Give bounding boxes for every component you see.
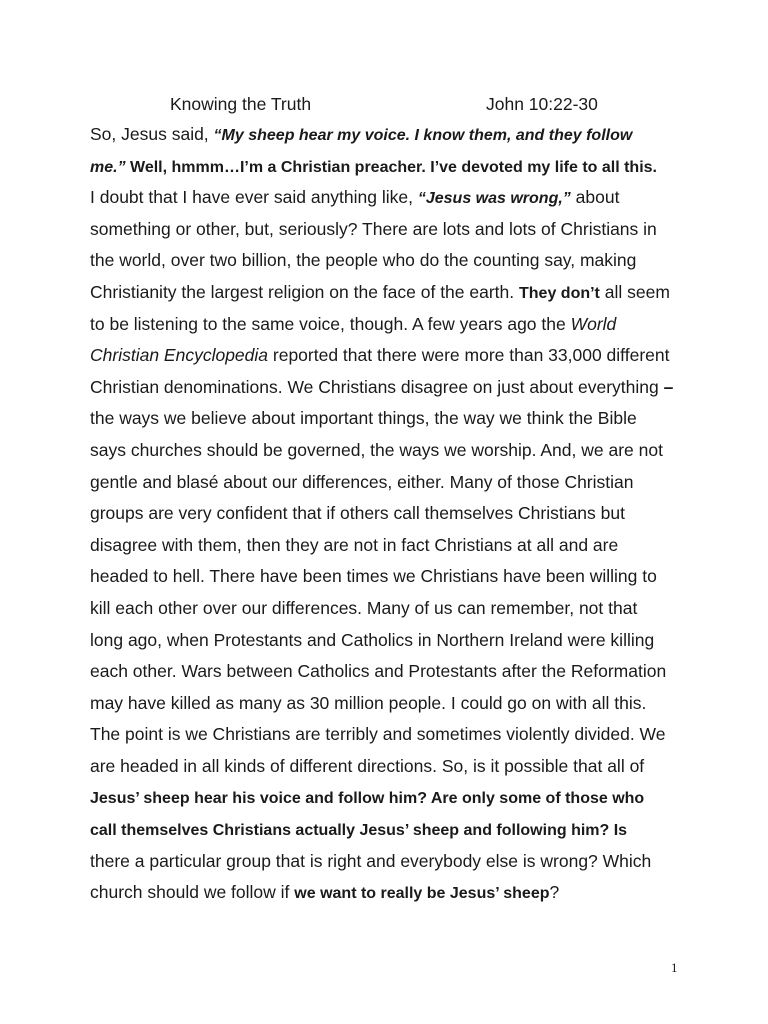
text-line	[90, 561, 690, 593]
emphasized-text: me.”	[90, 158, 126, 176]
text-line	[90, 498, 690, 530]
emphasized-text: Well, hmmm…I’m a Christian preacher. I’ve devoted my life to all this.	[125, 158, 657, 176]
text-run: Christian denominations. We Christians disagree on just about everything	[90, 376, 664, 397]
page-number: 1	[671, 960, 678, 975]
text-run: The point is we Christians are terribly and sometimes violently divided. We	[90, 724, 666, 745]
text-run: reported that there were more than 33,000 different	[268, 345, 670, 366]
text-run: So, Jesus said,	[90, 124, 214, 144]
text-line	[90, 656, 690, 688]
sermon-body	[90, 119, 690, 909]
text-line	[90, 593, 690, 625]
emphasized-text: –	[663, 376, 674, 397]
scripture-reference: John 10:22-30	[486, 94, 598, 114]
text-line	[90, 182, 690, 214]
text-line	[90, 435, 690, 467]
text-line	[90, 214, 690, 246]
text-line	[90, 309, 690, 341]
text-run: I doubt that I have ever said anything like,	[90, 187, 418, 208]
text-line	[90, 688, 690, 720]
text-run: the world, over two billion, the people who do the counting say, making	[90, 250, 637, 271]
text-line	[90, 751, 690, 783]
text-line	[90, 782, 690, 814]
text-run: ?	[549, 882, 560, 903]
sermon-title: Knowing the Truth	[170, 94, 312, 114]
text-line	[90, 877, 690, 909]
text-run: about	[570, 187, 620, 208]
text-line	[90, 403, 690, 435]
text-run: long ago, when Protestants and Catholics in Northern Ireland were killing	[90, 629, 655, 650]
text-run: groups are very confident that if others call themselves Christians but	[90, 503, 625, 524]
text-line	[90, 340, 690, 372]
text-run: something or other, but, seriously? There are lots and lots of Christians in	[90, 218, 657, 239]
text-line	[90, 846, 690, 878]
text-run: each other. Wars between Catholics and Protestants after the Reformation	[90, 661, 667, 682]
text-line	[90, 719, 690, 751]
text-line	[90, 245, 690, 277]
text-line	[90, 530, 690, 562]
text-run: there a particular group that is right and everybody else is wrong? Which	[90, 850, 652, 871]
text-run: all seem	[599, 281, 670, 302]
text-line	[90, 151, 690, 183]
emphasized-text: “Jesus was wrong,”	[417, 190, 571, 208]
emphasized-text: “My sheep hear my voice. I know them, and they follow	[213, 127, 633, 144]
text-line	[90, 625, 690, 657]
text-run: are headed in all kinds of different directions. So, is it possible that all of	[90, 755, 645, 776]
text-run: disagree with them, then they are not in fact Christians at all and are	[90, 534, 619, 555]
emphasized-text: They don’t	[519, 284, 600, 302]
text-line	[90, 372, 690, 404]
document-header	[170, 92, 690, 116]
text-run: to be listening to the same voice, though. A few years ago the	[90, 313, 571, 334]
text-run: church should we follow if	[90, 882, 295, 903]
emphasized-text: we want to really be Jesus’ sheep	[294, 885, 550, 903]
text-line	[90, 119, 690, 151]
emphasized-text: Jesus’ sheep hear his voice and follow him? Are only some of those who	[90, 790, 645, 808]
text-run: may have killed as many as 30 million people. I could go on with all this.	[90, 692, 647, 713]
emphasized-text: Christian Encyclopedia	[90, 345, 269, 366]
emphasized-text: call themselves Christians actually Jesus’ sheep and following him? Is	[90, 822, 628, 840]
text-line	[90, 467, 690, 499]
text-run: Christianity the largest religion on the face of the earth.	[90, 281, 519, 302]
text-run: says churches should be governed, the ways we worship. And, we are not	[90, 439, 663, 460]
text-run: headed to hell. There have been times we Christians have been willing to	[90, 566, 657, 587]
emphasized-text: World	[570, 313, 617, 334]
text-run: the ways we believe about important things, the way we think the Bible	[90, 408, 637, 429]
text-line	[90, 277, 690, 309]
text-line	[90, 814, 690, 846]
text-run: gentle and blasé about our differences, either. Many of those Christian	[90, 471, 634, 492]
text-run: kill each other over our differences. Many of us can remember, not that	[90, 597, 638, 618]
